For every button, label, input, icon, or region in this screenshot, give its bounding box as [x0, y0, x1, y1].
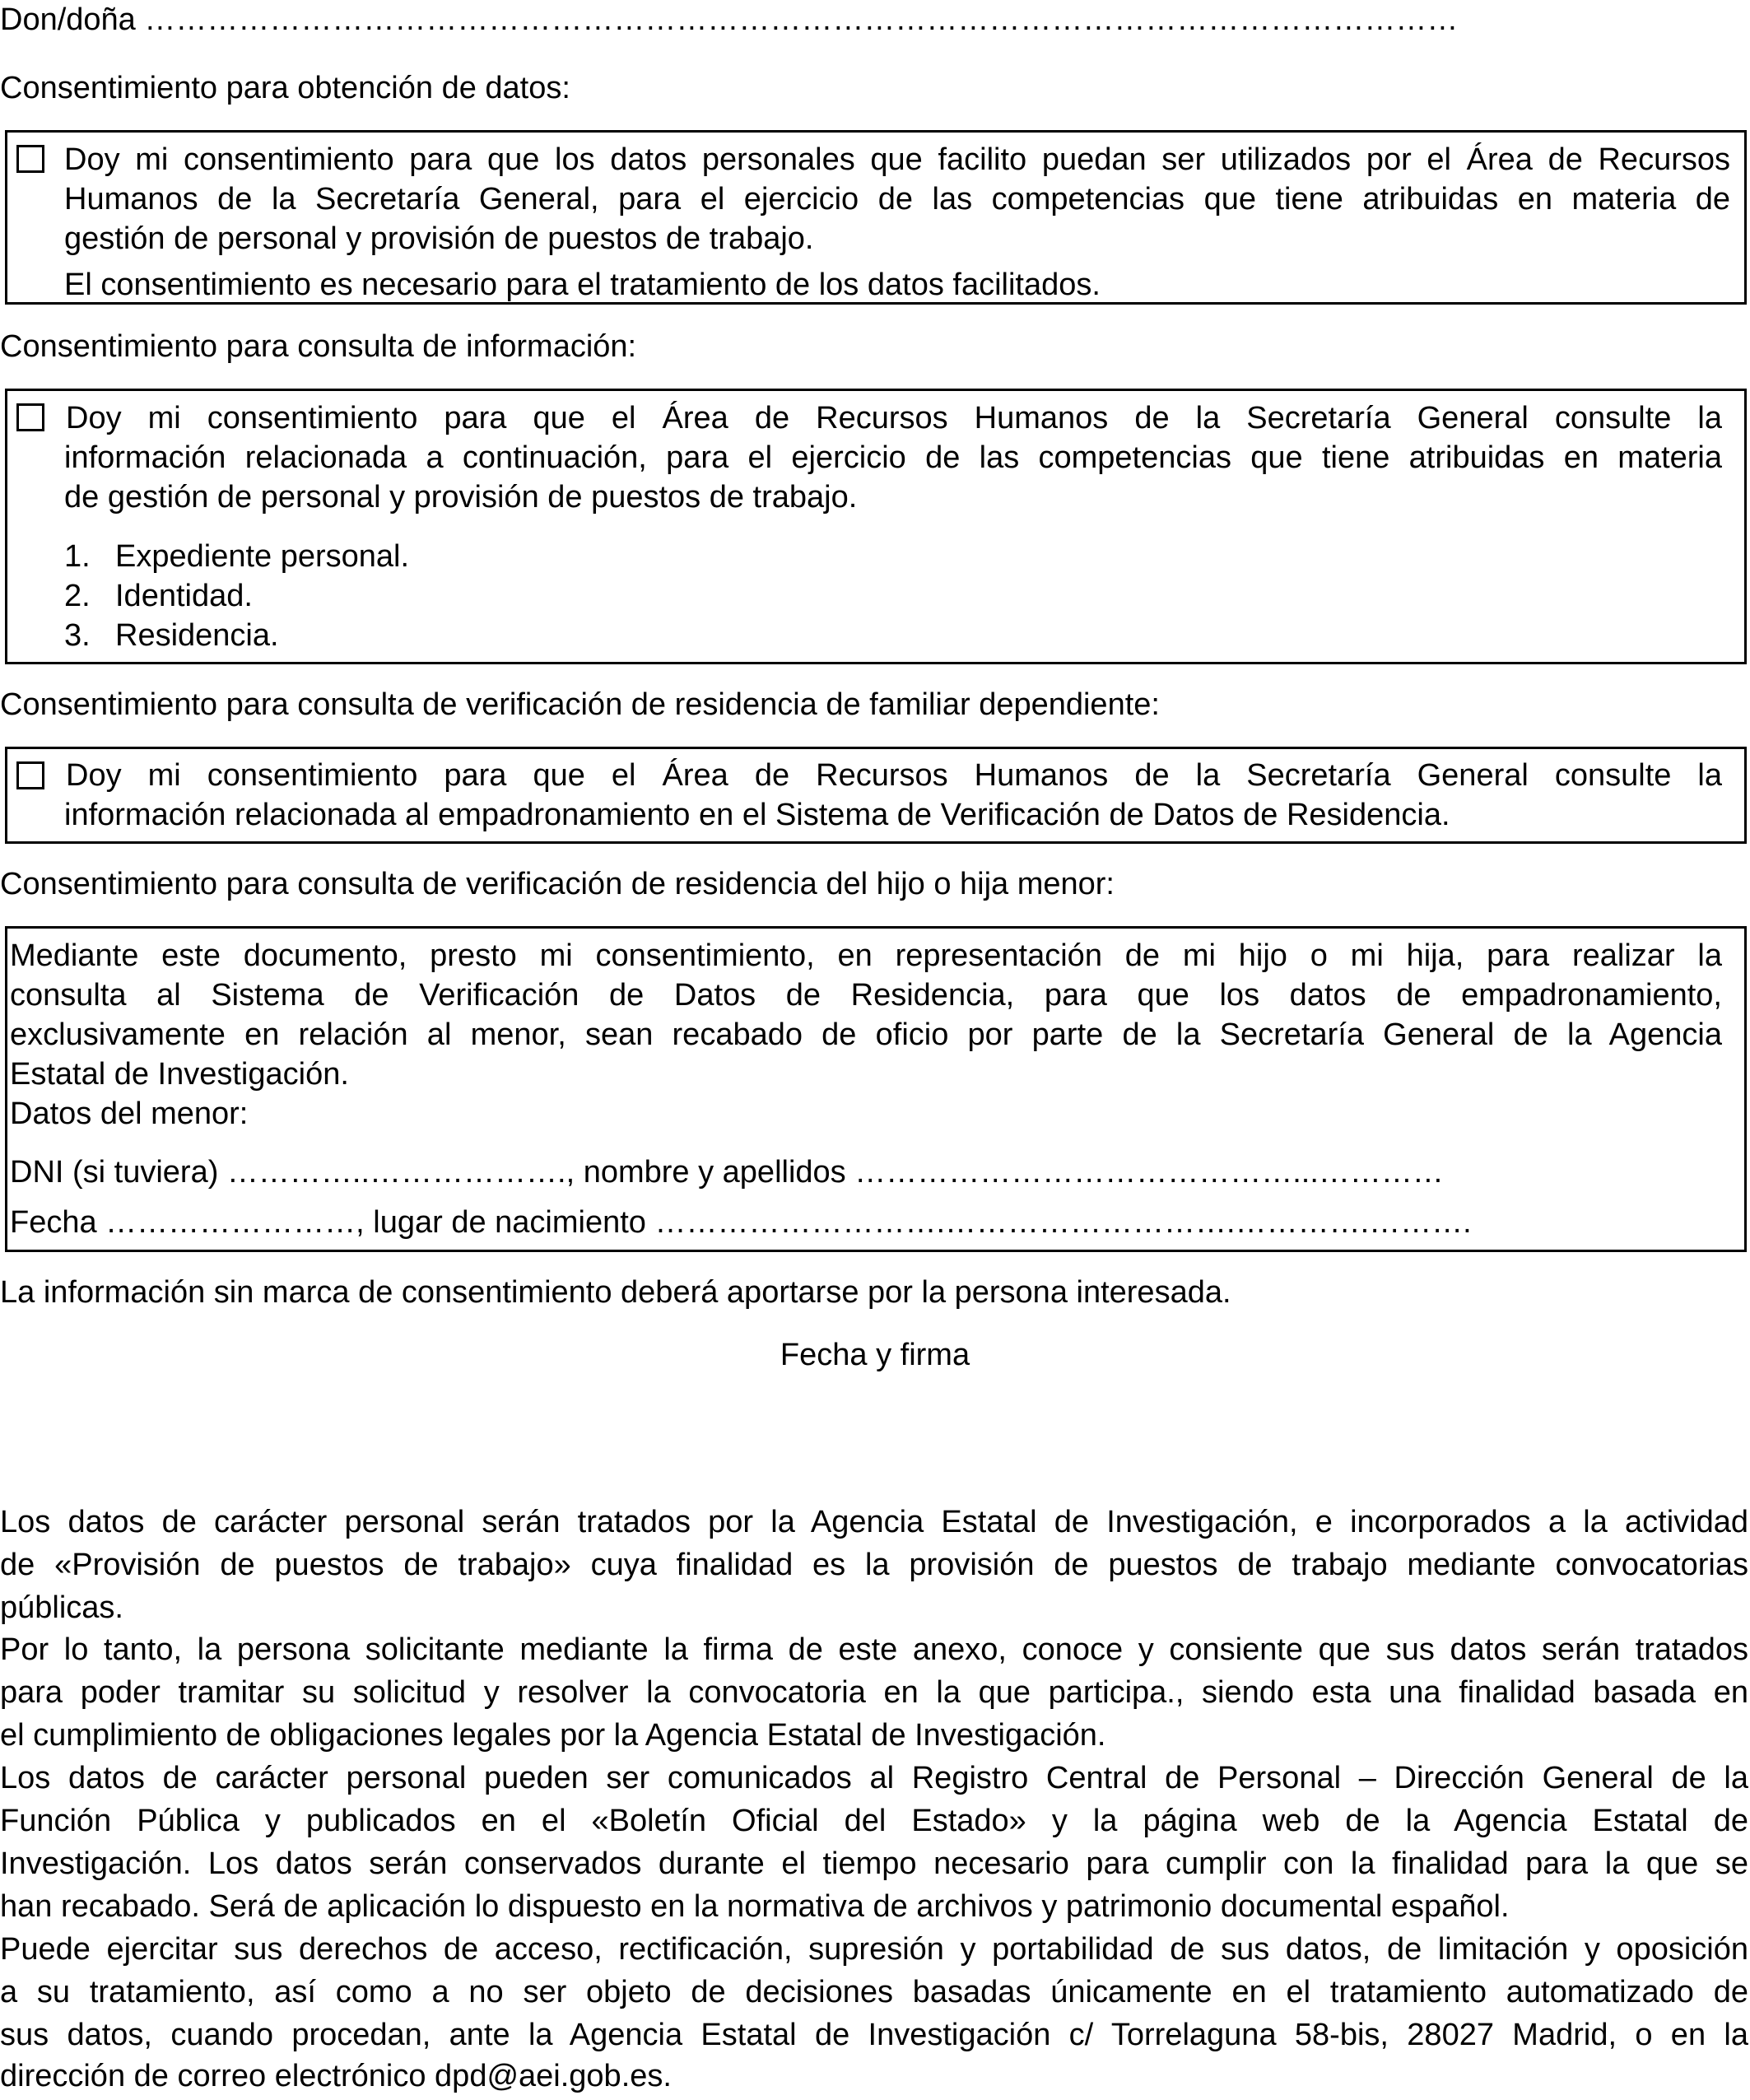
list-item-number: 3. [64, 618, 91, 653]
section2-line-3: de gestión de personal y provisión de puestos de trabajo. [64, 480, 858, 515]
legal-line-14: dirección de correo electrónico dpd@aei.gob.es. [0, 2059, 672, 2093]
section2-checkbox[interactable] [16, 403, 44, 431]
list-item-text: Residencia. [115, 618, 279, 653]
section4-line-2: consulta al Sistema de Verificación de Datos de Residencia, para que los datos de empadronamiento, [10, 978, 1722, 1013]
section2-line-1: Doy mi consentimiento para que el Área de Recursos Humanos de la Secretaría General consulte la [66, 401, 1722, 435]
section4-line-4: Estatal de Investigación. [10, 1057, 349, 1092]
section1-line-3: gestión de personal y provisión de puestos de trabajo. [64, 221, 814, 256]
legal-line-6: el cumplimiento de obligaciones legales por la Agencia Estatal de Investigación. [0, 1718, 1106, 1753]
section4-line-3: exclusivamente en relación al menor, sean recabado de oficio por parte de la Secretaría General de la Agencia [10, 1017, 1722, 1052]
info-note: La información sin marca de consentimiento deberá aportarse por la persona interesada. [0, 1275, 1231, 1310]
legal-line-11: Puede ejercitar sus derechos de acceso, rectificación, supresión y portabilidad de sus datos, de limitación y oposición [0, 1932, 1748, 1967]
datos-menor-label: Datos del menor: [10, 1097, 249, 1131]
legal-line-13: sus datos, cuando procedan, ante la Agencia Estatal de Investigación c/ Torrelaguna 58-bis, 28027 Madrid, o en la [0, 2018, 1748, 2052]
legal-line-12: a su tratamiento, así como a no ser objeto de decisiones basadas únicamente en el tratamiento automatizado de [0, 1975, 1748, 2009]
legal-line-3: públicas. [0, 1590, 123, 1625]
section1-checkbox[interactable] [16, 145, 44, 173]
legal-line-10: han recabado. Será de aplicación lo dispuesto en la normativa de archivos y patrimonio documental español. [0, 1889, 1510, 1924]
don-dona-line: Don/doña ……………………………………………………………………………………………………………… [0, 2, 1459, 37]
section1-line-1: Doy mi consentimiento para que los datos personales que facilito puedan ser utilizados por el Área de Recursos [64, 142, 1730, 177]
legal-line-7: Los datos de carácter personal pueden ser comunicados al Registro Central de Personal – Dirección General de la [0, 1761, 1748, 1795]
section2-list-item [64, 616, 279, 655]
section1-note: El consentimiento es necesario para el tratamiento de los datos facilitados. [64, 268, 1101, 302]
section1-line-2: Humanos de la Secretaría General, para el ejercicio de las competencias que tiene atribuidas en materia de [64, 182, 1730, 217]
list-item-number: 1. [64, 539, 91, 574]
section3-line-1: Doy mi consentimiento para que el Área de Recursos Humanos de la Secretaría General consulte la [66, 758, 1722, 793]
section2-title: Consentimiento para consulta de información: [0, 329, 637, 364]
dni-nombre-field[interactable]: DNI (si tuviera) …………..………………., nombre y apellidos ……………………………………...………… [10, 1155, 1444, 1190]
section2-list-item [64, 537, 409, 576]
legal-line-2: de «Provisión de puestos de trabajo» cuya finalidad es la provisión de puestos de trabajo mediante convocatorias [0, 1548, 1748, 1582]
list-item-text: Expediente personal. [115, 539, 410, 574]
legal-line-8: Función Pública y publicados en el «Boletín Oficial del Estado» y la página web de la Agencia Estatal de [0, 1804, 1748, 1838]
section3-title: Consentimiento para consulta de verificación de residencia de familiar dependiente: [0, 687, 1160, 722]
legal-line-5: para poder tramitar su solicitud y resolver la convocatoria en la que participa., siendo esta una finalidad basada en [0, 1675, 1748, 1710]
list-item-text: Identidad. [115, 579, 253, 613]
section2-line-2: información relacionada a continuación, para el ejercicio de las competencias que tiene atribuidas en materia [64, 440, 1722, 475]
list-item-number: 2. [64, 579, 91, 613]
section3-line-2: información relacionada al empadronamiento en el Sistema de Verificación de Datos de Residencia. [64, 798, 1450, 832]
section4-title: Consentimiento para consulta de verificación de residencia del hijo o hija menor: [0, 867, 1115, 901]
section2-list-item [64, 576, 253, 616]
section3-checkbox[interactable] [16, 761, 44, 789]
section1-title: Consentimiento para obtención de datos: [0, 71, 570, 105]
legal-line-1: Los datos de carácter personal serán tratados por la Agencia Estatal de Investigación, e incorporados a la actividad [0, 1505, 1748, 1539]
signature-label: Fecha y firma [780, 1338, 970, 1372]
fecha-lugar-field[interactable]: Fecha ……………………, lugar de nacimiento ……………………….……………………….………….………. [10, 1205, 1472, 1240]
section4-line-1: Mediante este documento, presto mi consentimiento, en representación de mi hijo o mi hija, para realizar la [10, 938, 1722, 973]
legal-line-9: Investigación. Los datos serán conservados durante el tiempo necesario para cumplir con la finalidad para la que se [0, 1846, 1748, 1881]
legal-line-4: Por lo tanto, la persona solicitante mediante la firma de este anexo, conoce y consiente que sus datos serán tratados [0, 1632, 1748, 1667]
